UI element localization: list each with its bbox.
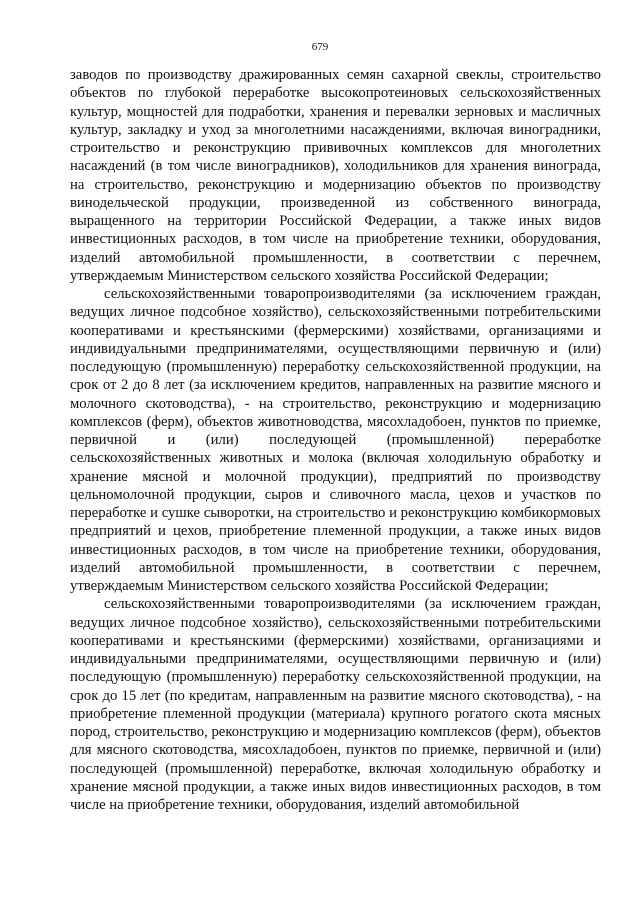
paragraph-dairy-and-livestock-credits: сельскохозяйственными товаропроизводителями (за исключением граждан, ведущих личное подсобное хозяйство), сельскохозяйственными потребительскими кооперативами и крестьянскими (фермерскими) хозяйствами, организациями и индивидуальными предпринимателями, осуществляющими первичную и (или) последующую (промышленную) переработку сельскохозяйственной продукции, на срок от 2 до 8 лет (за исключением кредитов, направленных на развитие мясного и молочного скотоводства), - на строительство, реконструкцию и модернизацию комплексов (ферм), объектов животноводства, мясохладобоен, пунктов по приемке, первичной и (или) последующей (промышленной) переработке сельскохозяйственных животных и молока (включая холодильную обработку и хранение мясной и молочной продукции), предприятий по производству цельномолочной продукции, сыров и сливочного масла, цехов и участков по переработке и сушке сыворотки, на строительство и реконструкцию комбикормовых предприятий и цехов, приобретение племенной продукции, а также иных видов инвестиционных расходов, в том числе на приобретение техники, оборудования, изделий автомобильной промышленности, в соответствии с перечнем, утверждаемым Министерством сельского хозяйства Российской Федерации; bbox=[70, 286, 601, 594]
paragraph-continuation: заводов по производству дражированных семян сахарной свеклы, строительство объектов по глубокой переработке высокопротеиновых сельскохозяйственных культур, мощностей для подработки, хранения и перевалки зерновых и масличных культур, закладку и уход за многолетними насаждениями, включая виноградники, строительство и реконструкцию прививочных комплексов для многолетних насаждений (в том числе виноградников), холодильников для хранения винограда, на строительство, реконструкцию и модернизацию объектов по производству винодельческой продукции, произведенной из собственного винограда, выращенного на территории Российской Федерации, а также иных видов инвестиционных расходов, в том числе на приобретение техники, оборудования, изделий автомобильной промышленности, в соответствии с перечнем, утверждаемым Министерством сельского хозяйства Российской Федерации; bbox=[70, 67, 601, 284]
document-body bbox=[70, 66, 601, 814]
paragraph-beef-cattle-credits: сельскохозяйственными товаропроизводителями (за исключением граждан, ведущих личное подсобное хозяйство), сельскохозяйственными потребительскими кооперативами и крестьянскими (фермерскими) хозяйствами, организациями и индивидуальными предпринимателями, осуществляющими первичную и (или) последующую (промышленную) переработку сельскохозяйственной продукции, на срок до 15 лет (по кредитам, направленным на развитие мясного скотоводства), - на приобретение племенной продукции (материала) крупного рогатого скота мясных пород, строительство, реконструкцию и модернизацию комплексов (ферм), объектов для мясного скотоводства, мясохладобоен, пунктов по приемке, первичной и (или) последующей (промышленной) переработке, включая холодильную обработку и хранение мясной продукции, а также иных видов инвестиционных расходов, в том числе на приобретение техники, оборудования, изделий автомобильной bbox=[70, 596, 601, 813]
page-number: 679 bbox=[311, 41, 329, 53]
